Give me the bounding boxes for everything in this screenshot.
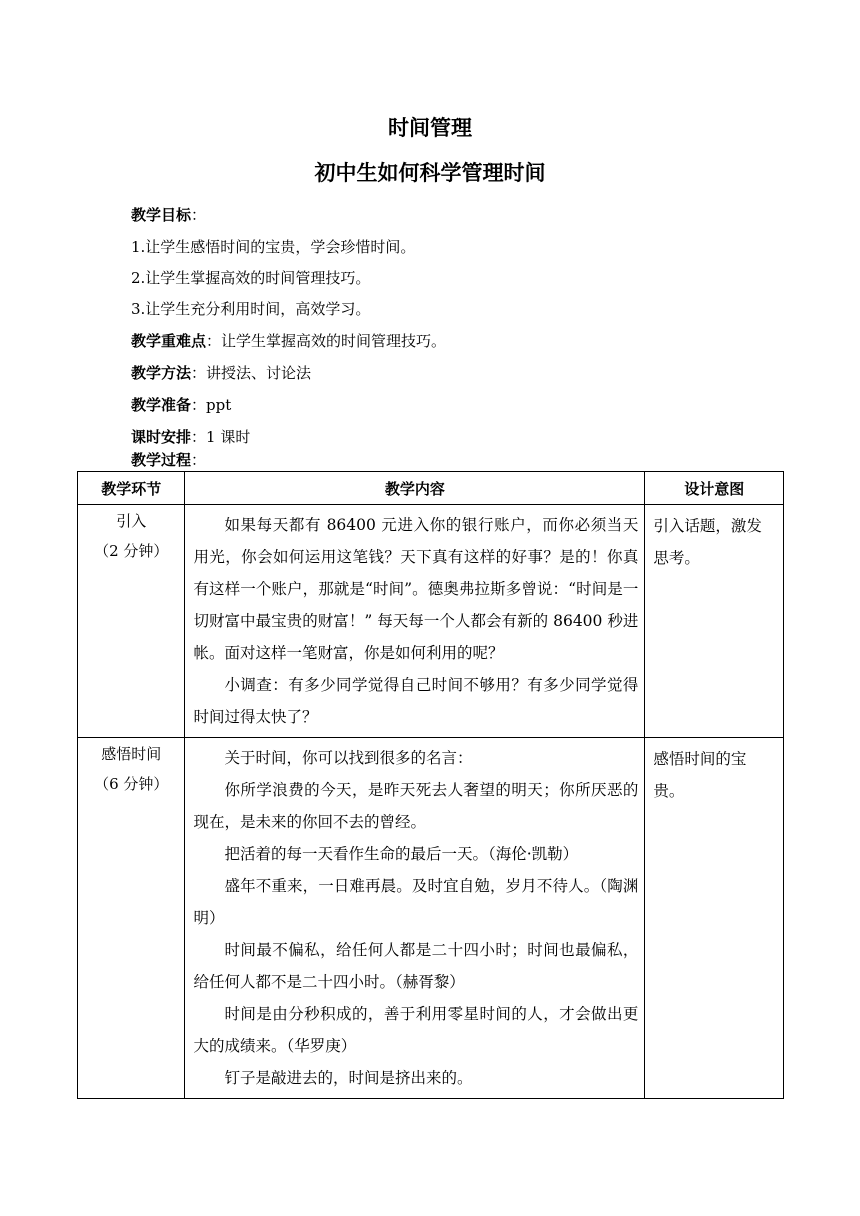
lesson-process-table [77, 471, 784, 1099]
document-title: 时间管理 [388, 116, 472, 140]
header-content: 教学内容 [185, 472, 645, 505]
stage-cell [78, 738, 185, 1099]
stage-cell [78, 505, 185, 738]
header-intent: 设计意图 [645, 472, 784, 505]
objective-item: 3.让学生充分利用时间，高效学习。 [131, 300, 371, 318]
content-cell [185, 738, 645, 1099]
content-paragraph: 把活着的每一天看作生命的最后一天。（海伦·凯勒） [224, 845, 579, 863]
objective-item: 2.让学生掌握高效的时间管理技巧。 [131, 269, 371, 287]
table-row [78, 505, 784, 738]
content-paragraph: 如果每天都有 86400 元进入你的银行账户，而你必须当天用光，你会如何运用这笔钱？天下真有这样的好事？是的！你真有这样一个账户，那就是“时间”。德奥弗拉斯多曾说：“时间是一切财富中最宝贵的财富！” 每天每一个人都会有新的 86400 秒进帐。面对这样一笔财富，你是如何利用的呢？ [193, 516, 639, 662]
document-subtitle: 初中生如何科学管理时间 [314, 161, 546, 185]
stage-duration: （2 分钟） [94, 542, 169, 560]
preparation-line: 教学准备：ppt [131, 396, 232, 414]
key-points-label: 教学重难点 [131, 332, 207, 350]
preparation-value: ppt [206, 396, 232, 414]
intent-cell: 感悟时间的宝贵。 [645, 738, 784, 1099]
stage-name: 引入 [116, 512, 147, 530]
header-stage: 教学环节 [78, 472, 185, 505]
schedule-value: 1 课时 [206, 428, 251, 446]
stage-name: 感悟时间 [101, 745, 162, 763]
process-label: 教学过程 [131, 451, 192, 469]
method-line: 教学方法：讲授法、讨论法 [131, 364, 312, 382]
content-paragraph: 小调查：有多少同学觉得自己时间不够用？有多少同学觉得时间过得太快了？ [193, 676, 639, 726]
content-paragraph: 钉子是敲进去的，时间是挤出来的。 [224, 1069, 473, 1087]
schedule-label: 课时安排 [131, 428, 192, 446]
content-paragraph: 关于时间，你可以找到很多的名言： [224, 749, 473, 767]
process-heading: 教学过程： [131, 451, 207, 469]
content-paragraph: 时间是由分秒积成的，善于利用零星时间的人，才会做出更大的成绩来。（华罗庚） [193, 1005, 639, 1055]
schedule-line: 课时安排：1 课时 [131, 428, 251, 446]
objectives-label: 教学目标 [131, 206, 192, 224]
content-cell [185, 505, 645, 738]
method-value: 讲授法、讨论法 [206, 364, 312, 382]
objective-item: 1.让学生感悟时间的宝贵，学会珍惜时间。 [131, 238, 416, 256]
objectives-heading: 教学目标： [131, 206, 207, 224]
table-row [78, 738, 784, 1099]
content-paragraph: 盛年不重来，一日难再晨。及时宜自勉，岁月不待人。（陶渊明） [193, 877, 639, 927]
preparation-label: 教学准备 [131, 396, 192, 414]
key-points-value: 让学生掌握高效的时间管理技巧。 [221, 332, 447, 350]
content-paragraph: 时间最不偏私，给任何人都是二十四小时；时间也最偏私，给任何人都不是二十四小时。（赫胥黎） [193, 941, 639, 991]
method-label: 教学方法 [131, 364, 192, 382]
key-points-line: 教学重难点：让学生掌握高效的时间管理技巧。 [131, 332, 447, 350]
content-paragraph: 你所学浪费的今天，是昨天死去人奢望的明天；你所厌恶的现在，是未来的你回不去的曾经。 [193, 781, 639, 831]
table-header-row [78, 472, 784, 505]
stage-duration: （6 分钟） [94, 775, 169, 793]
intent-cell: 引入话题，激发思考。 [645, 505, 784, 738]
